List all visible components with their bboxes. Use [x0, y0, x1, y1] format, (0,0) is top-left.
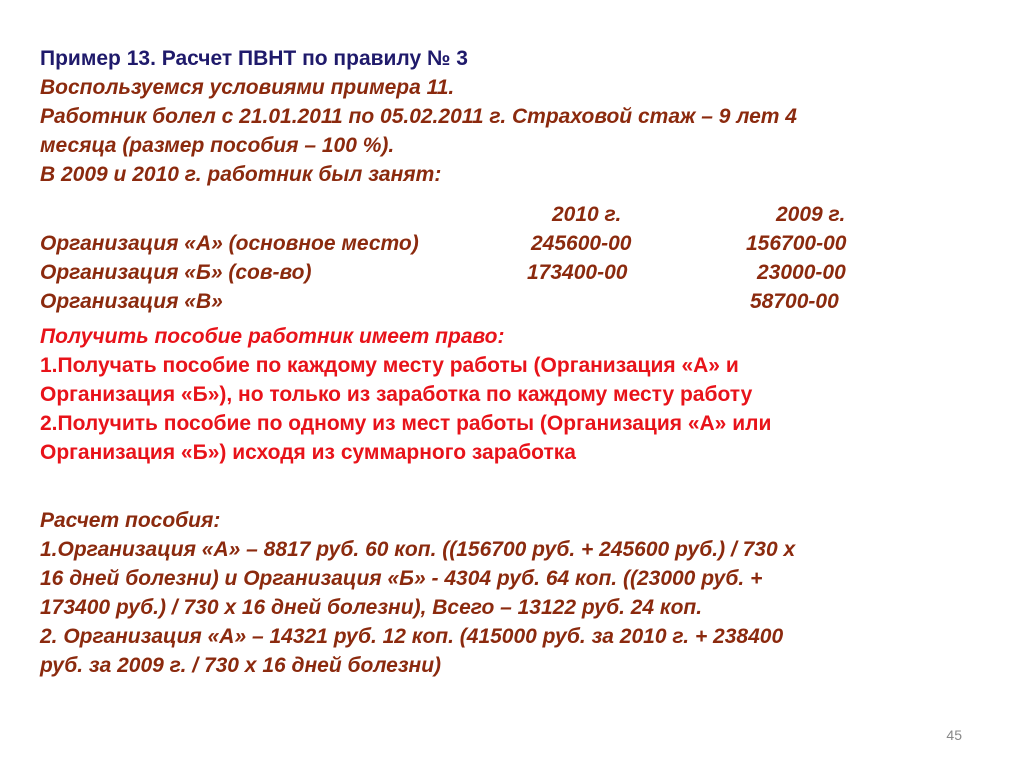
- intro-line-4: В 2009 и 2010 г. работник был занят:: [40, 163, 442, 186]
- table-row-a-2010: 245600-00: [531, 232, 632, 255]
- calc-line-2: 16 дней болезни) и Организация «Б» - 4304 руб. 64 коп. ((23000 руб. +: [40, 567, 763, 590]
- page-number: 45: [946, 727, 962, 743]
- table-row-b-2009: 23000-00: [757, 261, 846, 284]
- rights-line-3: 2.Получить пособие по одному из мест работы (Организация «А» или: [40, 412, 772, 435]
- calc-line-1: 1.Организация «А» – 8817 руб. 60 коп. ((156700 руб. + 245600 руб.) / 730 х: [40, 538, 796, 561]
- rights-line-2: Организация «Б»), но только из заработка по каждому месту работу: [40, 383, 753, 406]
- table-row-a-2009: 156700-00: [746, 232, 847, 255]
- calc-heading: Расчет пособия:: [40, 509, 221, 532]
- calc-line-4: 2. Организация «А» – 14321 руб. 12 коп. (415000 руб. за 2010 г. + 238400: [40, 625, 784, 648]
- rights-line-4: Организация «Б») исходя из суммарного заработка: [40, 441, 576, 464]
- table-row-b-label: Организация «Б» (сов-во): [40, 261, 312, 284]
- calc-line-3: 173400 руб.) / 730 х 16 дней болезни), Всего – 13122 руб. 24 коп.: [40, 596, 703, 619]
- table-header-2009: 2009 г.: [776, 203, 846, 226]
- calc-line-5: руб. за 2009 г. / 730 х 16 дней болезни): [40, 654, 442, 677]
- table-row-v-label: Организация «В»: [40, 290, 223, 313]
- table-row-a-label: Организация «А» (основное место): [40, 232, 419, 255]
- table-header-2010: 2010 г.: [552, 203, 622, 226]
- table-row-v-2009: 58700-00: [750, 290, 839, 313]
- rights-line-1: 1.Получать пособие по каждому месту работы (Организация «А» и: [40, 354, 739, 377]
- table-row-b-2010: 173400-00: [527, 261, 628, 284]
- intro-line-2: Работник болел с 21.01.2011 по 05.02.2011 г. Страховой стаж – 9 лет 4: [40, 105, 797, 128]
- intro-line-1: Воспользуемся условиями примера 11.: [40, 76, 455, 99]
- slide-title: Пример 13. Расчет ПВНТ по правилу № 3: [40, 47, 468, 70]
- rights-heading: Получить пособие работник имеет право:: [40, 325, 505, 348]
- intro-line-3: месяца (размер пособия – 100 %).: [40, 134, 395, 157]
